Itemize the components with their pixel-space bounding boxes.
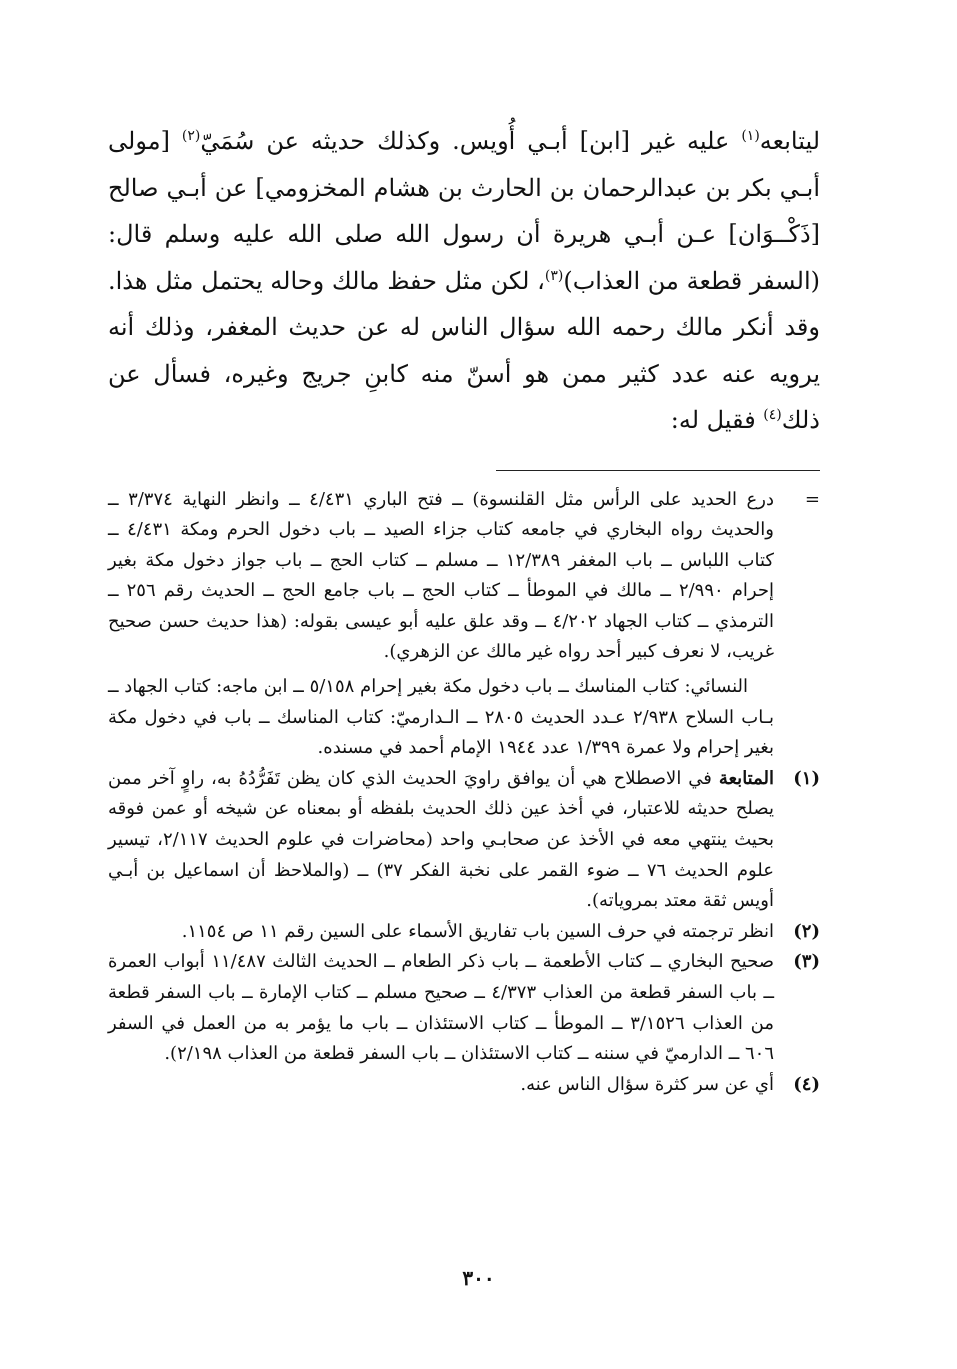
- footnote-ref-1: (١): [741, 128, 760, 144]
- footnote-ref-3: (٣): [544, 267, 564, 284]
- footnote-ref-4: (٤): [763, 407, 782, 423]
- footnote-4-marker: (٤): [793, 1073, 820, 1095]
- main-text-segment: فقيل له:: [670, 406, 764, 434]
- footnote-separator: [496, 470, 820, 471]
- footnote-1: [108, 764, 820, 917]
- footnote-3-text: صحيح البخاري ــ كتاب الأطعمة ــ باب ذكر الطعام ــ الحديث الثالث ١١/٤٨٧ أبواب العمرة ــ باب السفر قطعة من العذاب ٤/٣٧٣ ــ صحيح مسلم ــ كتاب الإمارة ــ باب السفر قطعة من العذاب ٣/١٥٢٦ ــ الموطأ ــ كتاب الاستئذان ــ باب ما يؤمر به من العمل في السفر ٦٠٦ ــ الدارميّ في سننه ــ كتاب الاستئذان ــ باب السفر قطعة من العذاب ٢/١٩٨).: [108, 951, 775, 1065]
- main-text-segment: عليه غير [ابن] أبـي أُويس. وكذلك حديثه عن سُمَيّ: [200, 127, 742, 155]
- main-text-segment: ليتابعه: [759, 127, 821, 155]
- main-paragraph: [108, 118, 820, 444]
- footnote-ref-2: (٢): [181, 128, 201, 144]
- footnotes: [108, 485, 820, 1101]
- footnote-continuation-text-2: النسائي: كتاب المناسك ــ باب دخول مكة بغير إحرام ٥/١٥٨ ــ ابن ماجه: كتاب الجهاد ــ بـاب السلاح ٢/٩٣٨ عـدد الحديث ٢٨٠٥ ــ الـدارميّ: كتاب المناسك ــ باب في دخول مكة بغير إحرام ولا عمرة ١/٣٩٩ عدد ١٩٤٤ الإمام أحمد في مسنده.: [108, 676, 774, 759]
- footnote-3: [108, 947, 820, 1069]
- main-text-segment: [مولى أبـي بكر بن عبدالرحمان بن الحارث بن هشام المخزومي] عن أبـي صالح [ذَكْــوَان] عـن أبـي هريرة أن رسول الله صلى الله عليه وسلم قال: (السفر قطعة من العذاب): [108, 127, 820, 295]
- footnote-2-text: انظر ترجمته في حرف السين باب تفاريق الأسماء على السين رقم ١١ ص ١١٥٤.: [181, 920, 774, 942]
- continuation-marker: =: [804, 488, 820, 510]
- main-text-segment: ، لكن مثل حفظ مالك وحاله يحتمل مثل هذا. وقد أنكر مالك رحمه الله سؤال الناس له عن حديث المغفر، وذلك أنه يرويه عنه عدد كثير ممن هو أسنّ منه كابنِ جريج وغيره، فسأل عن ذلك: [108, 266, 820, 434]
- footnote-2-marker: (٢): [793, 920, 820, 942]
- footnote-1-text: في الاصطلاح هي أن يوافق راويَ الحديث الذي كان يظن تَفَرُّدُهُ به، راوٍ آخر ممن يصلح حديثه للاعتبار، في أخذ عين ذلك الحديث بلفظه أو بمعناه عن شيخه أو عمن فوقه بحيث ينتهي معه في الأخذ عن صحابـي واحد (محاضرات في علوم الحديث ٢/١١٧، تيسير علوم الحديث ٧٦ ــ ضوء القمر على نخبة الفكر ٣٧) ــ (والملاحظ أن اسماعيل بن أبـي أويس ثقة معتد بمروياته).: [108, 767, 774, 912]
- page-content: [108, 118, 820, 1100]
- footnote-4: [108, 1070, 820, 1101]
- footnote-1-term: المتابعة: [718, 767, 774, 789]
- footnote-1-marker: (١): [793, 767, 820, 789]
- footnote-3-marker: (٣): [793, 951, 820, 973]
- page-number: ٣٠٠: [462, 1266, 495, 1290]
- footnote-4-text: أي عن سر كثرة سؤال الناس عنه.: [520, 1073, 774, 1095]
- footnote-2: [108, 917, 820, 948]
- footnote-continuation: [108, 485, 820, 764]
- footnote-continuation-text: درع الحديد على الرأس مثل القلنسوة) ــ فتح الباري ٤/٤٣١ ــ وانظر النهاية ٣/٣٧٤ ــ والحديث رواه البخاري في جامعه كتاب جزاء الصيد ــ باب دخول الحرم ومكة ٤/٤٣١ ــ كتاب اللباس ــ باب المغفر ١٢/٣٨٩ ــ مسلم ــ كتاب الحج ــ باب جواز دخول مكة بغير إحرام ٢/٩٩٠ ــ مالك في الموطأ ــ كتاب الحج ــ باب جامع الحج ــ الحديث رقم ٢٥٦ ــ الترمذي ــ كتاب الجهاد ٤/٢٠٢ ــ وقد علق عليه أبو عيسى بقوله: (هذا حديث حسن صحيح غريب، لا نعرف كبير أحد رواه غير مالك عن الزهري).: [108, 488, 774, 663]
